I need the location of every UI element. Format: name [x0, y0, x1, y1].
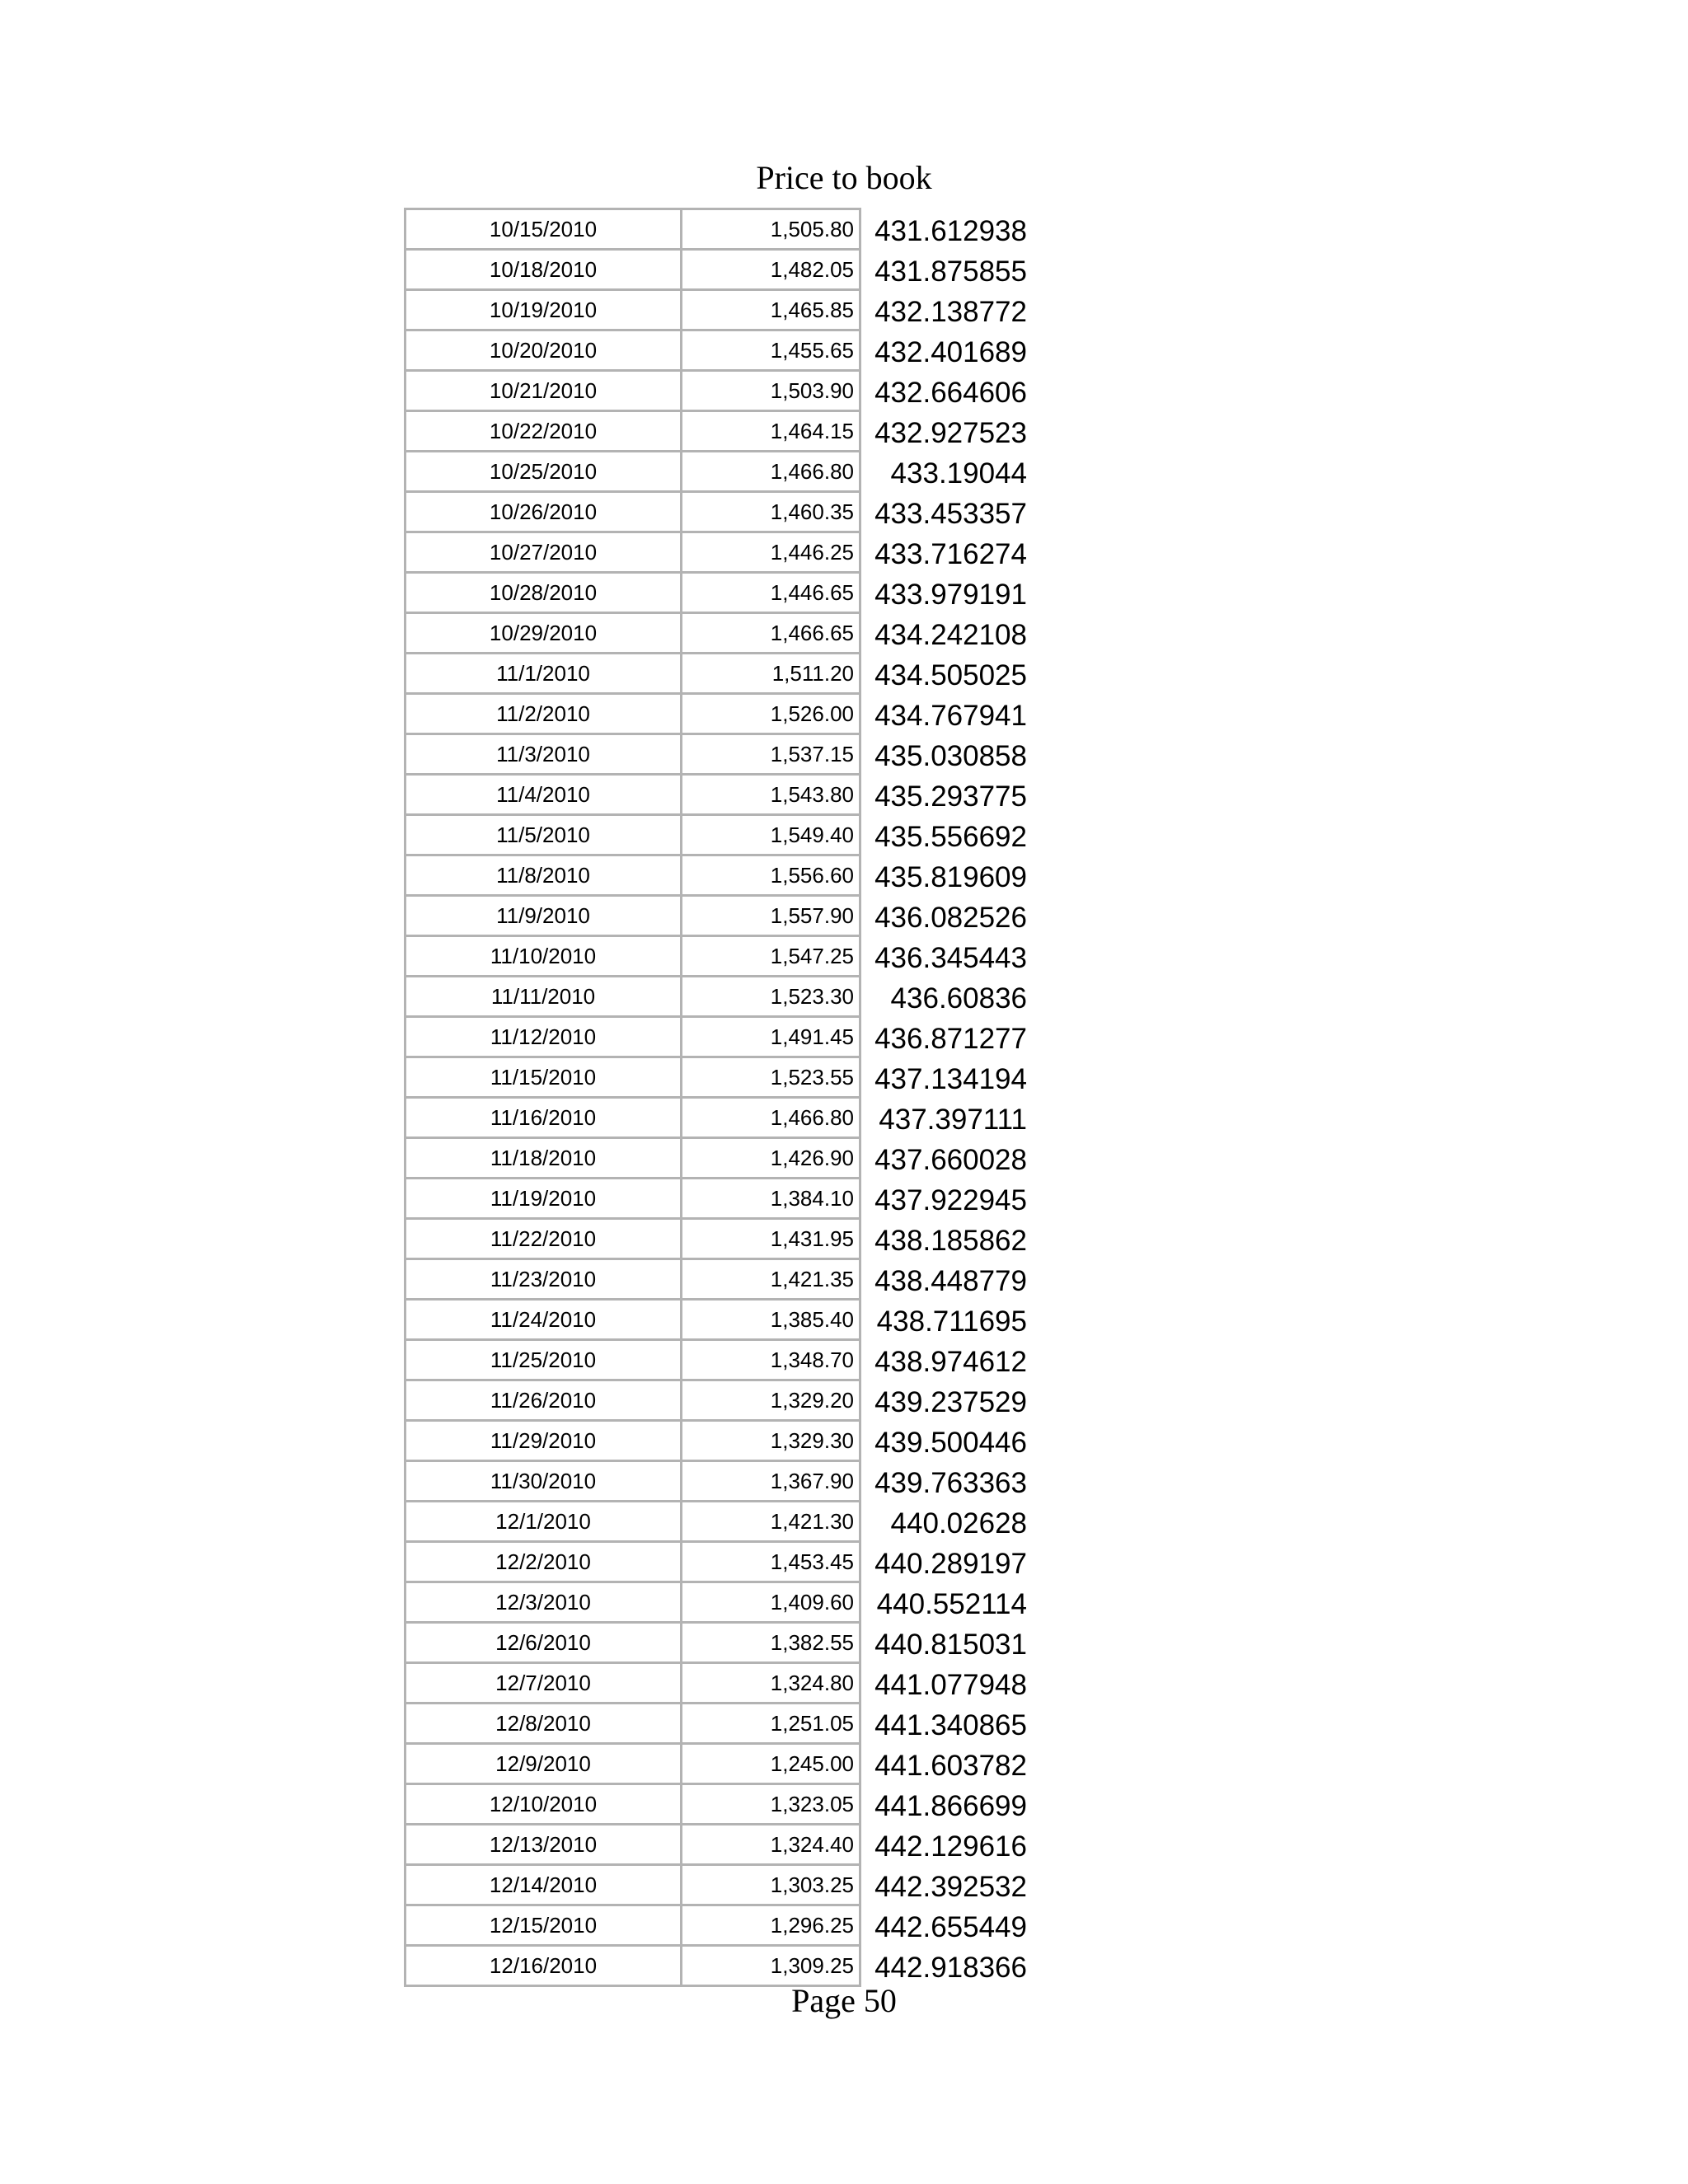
ratio-value: 440.815031 [874, 1629, 1027, 1661]
ratio-value: 440.289197 [874, 1548, 1027, 1580]
date-cell: 11/18/2010 [406, 1138, 682, 1179]
table-row [406, 1784, 860, 1825]
ratio-value: 442.918366 [874, 1952, 1027, 1984]
ratio-value: 438.448779 [874, 1265, 1027, 1297]
ratio-value: 435.293775 [874, 780, 1027, 813]
ratio-value: 438.185862 [874, 1225, 1027, 1257]
date-cell: 11/10/2010 [406, 936, 682, 977]
price-cell: 1,431.95 [682, 1219, 860, 1259]
date-cell: 11/30/2010 [406, 1461, 682, 1502]
ratio-value: 441.340865 [874, 1709, 1027, 1741]
date-cell: 12/9/2010 [406, 1744, 682, 1784]
price-cell: 1,382.55 [682, 1623, 860, 1663]
date-cell: 11/5/2010 [406, 815, 682, 855]
table-row [406, 936, 860, 977]
price-cell: 1,503.90 [682, 371, 860, 411]
price-cell: 1,446.25 [682, 532, 860, 573]
ratio-value: 439.500446 [874, 1427, 1027, 1459]
ratio-value: 431.612938 [874, 215, 1027, 247]
date-cell: 11/1/2010 [406, 654, 682, 694]
ratio-value: 437.922945 [874, 1184, 1027, 1216]
table-row [406, 1461, 860, 1502]
table-row [406, 1704, 860, 1744]
table-row [406, 977, 860, 1017]
date-cell: 12/8/2010 [406, 1704, 682, 1744]
ratio-value: 435.030858 [874, 740, 1027, 772]
table-row [406, 1825, 860, 1865]
ratio-value: 441.866699 [874, 1790, 1027, 1822]
page-title: Price to book [756, 159, 932, 196]
price-cell: 1,329.20 [682, 1380, 860, 1421]
data-table [404, 208, 861, 1987]
ratio-value: 436.60836 [890, 982, 1027, 1015]
ratio-value: 436.871277 [874, 1023, 1027, 1055]
price-cell: 1,348.70 [682, 1340, 860, 1380]
ratio-value: 442.655449 [874, 1911, 1027, 1943]
table-row [406, 1340, 860, 1380]
date-cell: 10/19/2010 [406, 290, 682, 330]
price-cell: 1,547.25 [682, 936, 860, 977]
price-cell: 1,303.25 [682, 1865, 860, 1905]
table-row [406, 371, 860, 411]
ratio-value: 438.974612 [874, 1346, 1027, 1378]
price-cell: 1,324.40 [682, 1825, 860, 1865]
table-row [406, 209, 860, 250]
date-cell: 11/9/2010 [406, 896, 682, 936]
ratio-value: 438.711695 [876, 1305, 1027, 1338]
table-row [406, 1179, 860, 1219]
price-cell: 1,329.30 [682, 1421, 860, 1461]
price-cell: 1,421.30 [682, 1502, 860, 1542]
price-cell: 1,251.05 [682, 1704, 860, 1744]
table-row [406, 815, 860, 855]
ratio-value: 440.02628 [890, 1507, 1027, 1540]
ratio-value: 437.134194 [874, 1063, 1027, 1095]
table-row [406, 1138, 860, 1179]
price-cell: 1,323.05 [682, 1784, 860, 1825]
ratio-value: 439.763363 [874, 1467, 1027, 1499]
table-row [406, 613, 860, 654]
ratio-value: 436.345443 [874, 942, 1027, 974]
data-table-body [406, 209, 860, 1986]
price-cell: 1,421.35 [682, 1259, 860, 1300]
date-cell: 11/23/2010 [406, 1259, 682, 1300]
price-cell: 1,309.25 [682, 1946, 860, 1986]
date-cell: 12/1/2010 [406, 1502, 682, 1542]
price-cell: 1,465.85 [682, 290, 860, 330]
table-row [406, 1017, 860, 1057]
price-cell: 1,385.40 [682, 1300, 860, 1340]
ratio-value: 434.242108 [874, 619, 1027, 651]
date-cell: 10/15/2010 [406, 209, 682, 250]
date-cell: 11/12/2010 [406, 1017, 682, 1057]
table-row [406, 1744, 860, 1784]
date-cell: 10/26/2010 [406, 492, 682, 532]
ratio-value: 441.077948 [874, 1669, 1027, 1701]
table-row [406, 330, 860, 371]
table-row [406, 1300, 860, 1340]
price-cell: 1,245.00 [682, 1744, 860, 1784]
price-cell: 1,426.90 [682, 1138, 860, 1179]
price-cell: 1,491.45 [682, 1017, 860, 1057]
date-cell: 10/20/2010 [406, 330, 682, 371]
ratio-value: 437.397111 [879, 1104, 1027, 1136]
ratio-value: 431.875855 [874, 255, 1027, 288]
table-row [406, 1542, 860, 1582]
ratio-column [862, 208, 1027, 1985]
price-cell: 1,549.40 [682, 815, 860, 855]
date-cell: 10/22/2010 [406, 411, 682, 452]
table-row [406, 1905, 860, 1946]
ratio-value: 437.660028 [874, 1144, 1027, 1176]
table-row [406, 855, 860, 896]
ratio-value: 432.401689 [874, 336, 1027, 368]
price-cell: 1,537.15 [682, 734, 860, 775]
price-cell: 1,466.80 [682, 1098, 860, 1138]
ratio-value: 440.552114 [876, 1588, 1027, 1620]
date-cell: 12/2/2010 [406, 1542, 682, 1582]
price-cell: 1,523.30 [682, 977, 860, 1017]
price-cell: 1,455.65 [682, 330, 860, 371]
table-row [406, 532, 860, 573]
table-row [406, 250, 860, 290]
table-row [406, 1057, 860, 1098]
ratio-value: 441.603782 [874, 1750, 1027, 1782]
date-cell: 12/16/2010 [406, 1946, 682, 1986]
date-cell: 12/3/2010 [406, 1582, 682, 1623]
date-cell: 11/4/2010 [406, 775, 682, 815]
ratio-value: 432.138772 [874, 296, 1027, 328]
date-cell: 10/27/2010 [406, 532, 682, 573]
ratio-value: 432.664606 [874, 377, 1027, 409]
date-cell: 11/29/2010 [406, 1421, 682, 1461]
ratio-value: 439.237529 [874, 1386, 1027, 1418]
price-cell: 1,409.60 [682, 1582, 860, 1623]
price-cell: 1,505.80 [682, 209, 860, 250]
table-row [406, 290, 860, 330]
price-cell: 1,543.80 [682, 775, 860, 815]
table-row [406, 1663, 860, 1704]
table-row [406, 1098, 860, 1138]
date-cell: 12/15/2010 [406, 1905, 682, 1946]
page-number: Page 50 [791, 1982, 897, 2019]
date-cell: 12/7/2010 [406, 1663, 682, 1704]
ratio-value: 433.19044 [890, 457, 1027, 490]
ratio-value: 435.819609 [874, 861, 1027, 893]
ratio-value: 442.129616 [874, 1830, 1027, 1863]
date-cell: 10/21/2010 [406, 371, 682, 411]
table-row [406, 1421, 860, 1461]
ratio-value: 434.767941 [874, 700, 1027, 732]
price-cell: 1,526.00 [682, 694, 860, 734]
date-cell: 11/26/2010 [406, 1380, 682, 1421]
table-row [406, 654, 860, 694]
date-cell: 11/8/2010 [406, 855, 682, 896]
ratio-value: 436.082526 [874, 902, 1027, 934]
table-row [406, 452, 860, 492]
table-row [406, 1380, 860, 1421]
price-cell: 1,453.45 [682, 1542, 860, 1582]
date-cell: 11/25/2010 [406, 1340, 682, 1380]
table-row [406, 1623, 860, 1663]
price-cell: 1,384.10 [682, 1179, 860, 1219]
price-cell: 1,446.65 [682, 573, 860, 613]
price-cell: 1,482.05 [682, 250, 860, 290]
price-cell: 1,556.60 [682, 855, 860, 896]
ratio-value: 442.392532 [874, 1871, 1027, 1903]
date-cell: 10/25/2010 [406, 452, 682, 492]
table-row [406, 492, 860, 532]
date-cell: 11/11/2010 [406, 977, 682, 1017]
price-cell: 1,367.90 [682, 1461, 860, 1502]
table-row [406, 411, 860, 452]
ratio-value: 433.453357 [874, 498, 1027, 530]
table-row [406, 775, 860, 815]
price-cell: 1,324.80 [682, 1663, 860, 1704]
price-cell: 1,511.20 [682, 654, 860, 694]
table-row [406, 1259, 860, 1300]
price-cell: 1,557.90 [682, 896, 860, 936]
price-cell: 1,460.35 [682, 492, 860, 532]
ratio-value: 433.716274 [874, 538, 1027, 570]
ratio-value: 433.979191 [874, 579, 1027, 611]
date-cell: 12/10/2010 [406, 1784, 682, 1825]
table-row [406, 1502, 860, 1542]
price-cell: 1,523.55 [682, 1057, 860, 1098]
date-cell: 12/13/2010 [406, 1825, 682, 1865]
price-cell: 1,464.15 [682, 411, 860, 452]
ratio-value: 434.505025 [874, 659, 1027, 691]
table-row [406, 1582, 860, 1623]
date-cell: 10/28/2010 [406, 573, 682, 613]
date-cell: 11/15/2010 [406, 1057, 682, 1098]
date-cell: 10/18/2010 [406, 250, 682, 290]
table-row [406, 734, 860, 775]
date-cell: 11/3/2010 [406, 734, 682, 775]
date-cell: 12/6/2010 [406, 1623, 682, 1663]
price-cell: 1,466.80 [682, 452, 860, 492]
ratio-value: 435.556692 [874, 821, 1027, 853]
table-row [406, 896, 860, 936]
date-cell: 11/2/2010 [406, 694, 682, 734]
table-row [406, 573, 860, 613]
date-cell: 11/16/2010 [406, 1098, 682, 1138]
price-cell: 1,296.25 [682, 1905, 860, 1946]
date-cell: 11/22/2010 [406, 1219, 682, 1259]
date-cell: 11/24/2010 [406, 1300, 682, 1340]
table-row [406, 1219, 860, 1259]
date-cell: 10/29/2010 [406, 613, 682, 654]
table-row [406, 1865, 860, 1905]
table-row [406, 694, 860, 734]
price-cell: 1,466.65 [682, 613, 860, 654]
ratio-value: 432.927523 [874, 417, 1027, 449]
date-cell: 12/14/2010 [406, 1865, 682, 1905]
date-cell: 11/19/2010 [406, 1179, 682, 1219]
